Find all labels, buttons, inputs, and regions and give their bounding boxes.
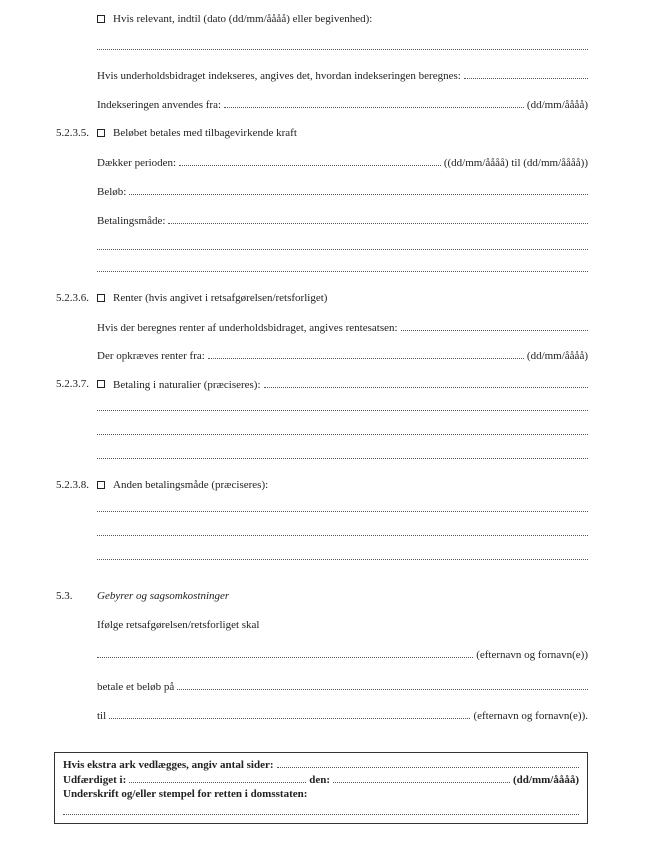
until-field[interactable] <box>97 40 588 50</box>
debtor-name-field[interactable] <box>97 648 473 658</box>
section-5235-checkbox[interactable] <box>97 129 105 137</box>
other-method-field-3[interactable] <box>97 550 588 560</box>
amount-label: Beløb: <box>97 186 127 198</box>
issued-date-suffix: (dd/mm/åååå) <box>513 774 579 786</box>
creditor-name-suffix: (efternavn og fornavn(e)). <box>473 710 588 722</box>
section-5237-row <box>0 378 655 394</box>
method-extra-row-1 <box>0 240 655 256</box>
other-method-row-1 <box>0 502 655 518</box>
interest-from-suffix: (dd/mm/åååå) <box>526 350 588 362</box>
extra-pages-row <box>55 758 587 774</box>
index-row <box>0 69 655 85</box>
other-method-row-2 <box>0 526 655 542</box>
in-kind-extra-field-3[interactable] <box>97 449 588 459</box>
index-from-row <box>0 98 655 114</box>
creditor-row <box>0 709 655 725</box>
section-5237-number: 5.2.3.7. <box>56 378 89 390</box>
method-label: Betalingsmåde: <box>97 215 166 227</box>
issued-date-label: den: <box>309 774 331 786</box>
period-row <box>0 156 655 172</box>
method-extra-field-1[interactable] <box>97 240 588 250</box>
section-5237-label: Betaling i naturalier (præciseres): <box>113 379 261 391</box>
index-from-field[interactable] <box>224 98 524 108</box>
amount-field[interactable] <box>129 185 588 195</box>
creditor-label: til <box>97 710 107 722</box>
signature-row <box>55 805 587 821</box>
until-label: Hvis relevant, indtil (dato (dd/mm/åååå) eller begivenhed): <box>113 13 373 25</box>
section-5236-row <box>0 292 655 308</box>
in-kind-extra-row-3 <box>0 449 655 465</box>
index-field[interactable] <box>464 69 588 79</box>
costs-intro: Ifølge retsafgørelsen/retsforliget skal <box>97 619 260 631</box>
debtor-name-suffix: (efternavn og fornavn(e)) <box>476 649 588 661</box>
interest-from-field[interactable] <box>208 349 524 359</box>
creditor-name-field[interactable] <box>109 709 470 719</box>
other-method-row-3 <box>0 550 655 566</box>
until-row <box>0 13 655 29</box>
method-extra-row-2 <box>0 262 655 278</box>
interest-from-label: Der opkræves renter fra: <box>97 350 205 362</box>
section-5238-checkbox[interactable] <box>97 481 105 489</box>
pay-amount-row <box>0 680 655 696</box>
section-5236-checkbox[interactable] <box>97 294 105 302</box>
method-field[interactable] <box>168 214 588 224</box>
signature-label-row <box>55 788 587 804</box>
period-field[interactable] <box>179 156 441 166</box>
rate-field[interactable] <box>401 321 588 331</box>
extra-pages-label: Hvis ekstra ark vedlægges, angiv antal sider: <box>63 759 274 771</box>
footer-box <box>54 752 588 824</box>
rate-label: Hvis der beregnes renter af underholdsbidraget, angives rentesatsen: <box>97 322 398 334</box>
pay-amount-label: betale et beløb på <box>97 681 175 693</box>
section-5237-checkbox[interactable] <box>97 380 105 388</box>
pay-amount-field[interactable] <box>177 680 588 690</box>
until-checkbox[interactable] <box>97 15 105 23</box>
other-method-field-1[interactable] <box>97 502 588 512</box>
section-53-number: 5.3. <box>56 590 73 602</box>
section-5235-row <box>0 127 655 143</box>
debtor-name-row <box>0 648 655 664</box>
section-5236-number: 5.2.3.6. <box>56 292 89 304</box>
section-5235-label: Beløbet betales med tilbagevirkende kraft <box>113 127 297 139</box>
in-kind-extra-row-2 <box>0 425 655 441</box>
in-kind-field[interactable] <box>264 378 588 388</box>
until-field-row <box>0 40 655 56</box>
period-label: Dækker perioden: <box>97 157 177 169</box>
section-5238-label: Anden betalingsmåde (præciseres): <box>113 479 269 491</box>
issued-label: Udfærdiget i: <box>63 774 127 786</box>
section-5238-row <box>0 479 655 495</box>
signature-field[interactable] <box>63 805 579 815</box>
index-from-label: Indekseringen anvendes fra: <box>97 99 222 111</box>
section-5238-number: 5.2.3.8. <box>56 479 89 491</box>
section-53-title: Gebyrer og sagsomkostninger <box>97 590 230 602</box>
other-method-field-2[interactable] <box>97 526 588 536</box>
index-label: Hvis underholdsbidraget indekseres, angives det, hvordan indekseringen beregnes: <box>97 70 461 82</box>
issued-date-field[interactable] <box>333 773 510 783</box>
extra-pages-field[interactable] <box>277 758 579 768</box>
section-5236-label: Renter (hvis angivet i retsafgørelsen/retsforliget) <box>113 292 328 304</box>
amount-row <box>0 185 655 201</box>
section-5235-number: 5.2.3.5. <box>56 127 89 139</box>
in-kind-extra-field-1[interactable] <box>97 401 588 411</box>
period-suffix: ((dd/mm/åååå) til (dd/mm/åååå)) <box>443 157 588 169</box>
section-53-row <box>0 590 655 606</box>
rate-row <box>0 321 655 337</box>
issued-row <box>55 773 587 789</box>
method-extra-field-2[interactable] <box>97 262 588 272</box>
signature-label: Underskrift og/eller stempel for retten i domsstaten: <box>63 788 308 800</box>
index-from-suffix: (dd/mm/åååå) <box>526 99 588 111</box>
interest-from-row <box>0 349 655 365</box>
method-row <box>0 214 655 230</box>
in-kind-extra-field-2[interactable] <box>97 425 588 435</box>
in-kind-extra-row-1 <box>0 401 655 417</box>
issued-place-field[interactable] <box>129 773 306 783</box>
costs-intro-row <box>0 619 655 635</box>
